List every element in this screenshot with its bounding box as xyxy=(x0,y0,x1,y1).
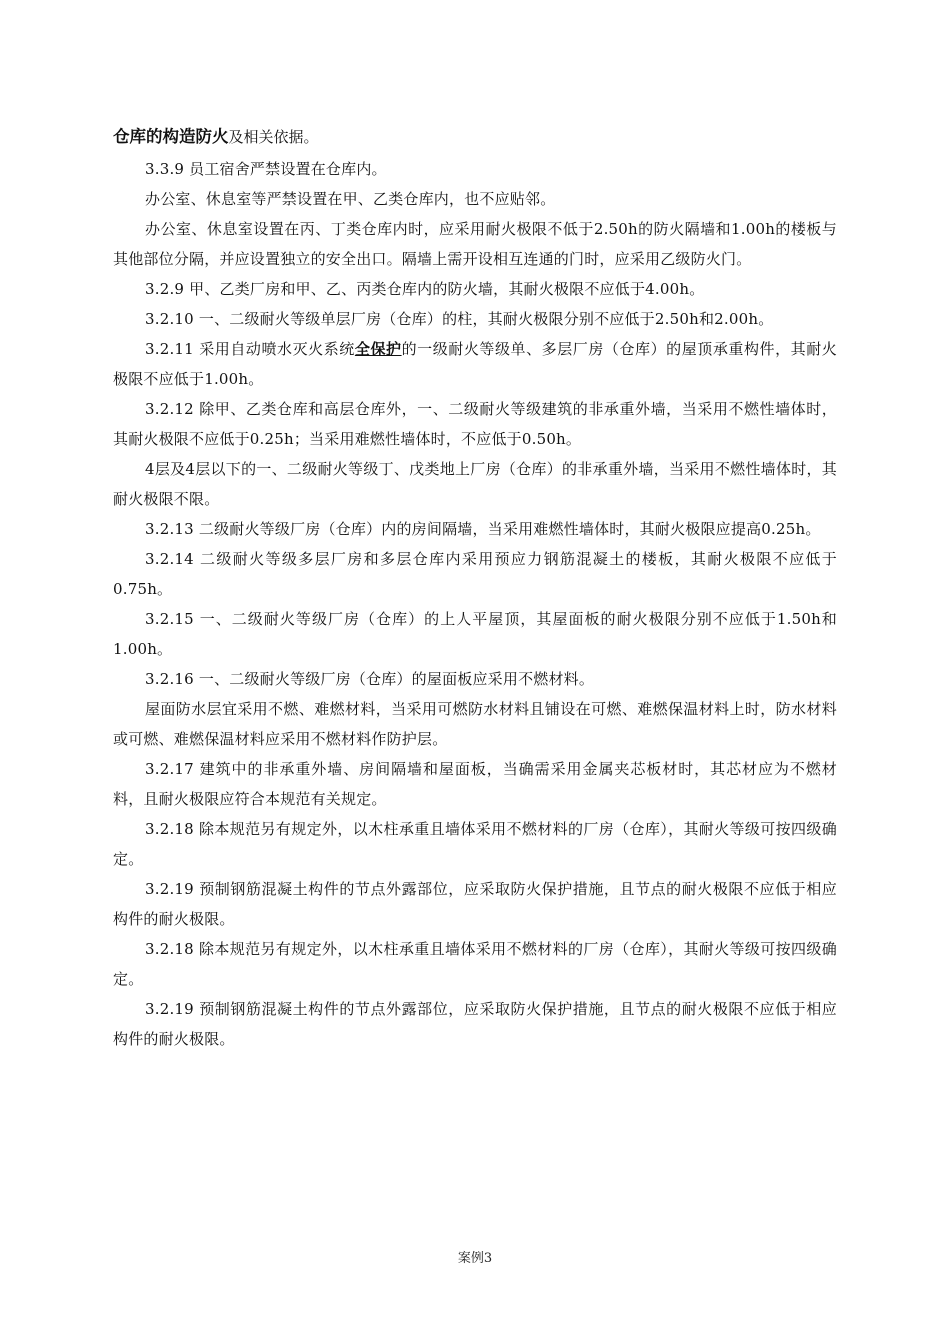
document-body xyxy=(113,124,837,1054)
paragraph: 3.2.17 建筑中的非承重外墙、房间隔墙和屋面板，当确需采用金属夹芯板材时，其芯材应为不燃材料，且耐火极限应符合本规范有关规定。 xyxy=(113,760,837,808)
paragraph: 3.2.9 甲、乙类厂房和甲、乙、丙类仓库内的防火墙，其耐火极限不应低于4.00h。 xyxy=(145,280,705,298)
paragraph: 3.2.14 二级耐火等级多层厂房和多层仓库内采用预应力钢筋混凝土的楼板，其耐火极限不应低于0.75h。 xyxy=(113,550,837,598)
paragraph: 屋面防水层宜采用不燃、难燃材料，当采用可燃防水材料且铺设在可燃、难燃保温材料上时，防水材料或可燃、难燃保温材料应采用不燃材料作防护层。 xyxy=(113,700,837,748)
emphasized-text: 全保护 xyxy=(354,340,402,358)
paragraph: 3.3.9 员工宿舍严禁设置在仓库内。 xyxy=(145,160,387,178)
paragraph: 3.2.12 除甲、乙类仓库和高层仓库外，一、二级耐火等级建筑的非承重外墙，当采用不燃性墙体时，其耐火极限不应低于0.25h；当采用难燃性墙体时，不应低于0.50h。 xyxy=(113,400,837,448)
section-heading xyxy=(113,124,837,150)
paragraph-text-after: 的一级耐火等级单、多层厂房（仓库）的屋顶承重构件，其耐火极限不应低于1.00h。 xyxy=(113,340,837,388)
paragraph: 3.2.16 一、二级耐火等级厂房（仓库）的屋面板应采用不燃材料。 xyxy=(145,670,595,688)
paragraph: 办公室、休息室等严禁设置在甲、乙类仓库内，也不应贴邻。 xyxy=(145,190,556,208)
paragraph-text-before: 3.2.11 采用自动喷水灭火系统 xyxy=(145,340,355,358)
paragraph: 3.2.15 一、二级耐火等级厂房（仓库）的上人平屋顶，其屋面板的耐火极限分别不应低于1.50h和1.00h。 xyxy=(113,610,837,658)
page-footer: 案例3 xyxy=(457,1251,493,1266)
paragraph: 3.2.19 预制钢筋混凝土构件的节点外露部位，应采取防火保护措施，且节点的耐火极限不应低于相应构件的耐火极限。 xyxy=(113,1000,837,1048)
paragraph: 3.2.18 除本规范另有规定外，以木柱承重且墙体采用不燃材料的厂房（仓库），其耐火等级可按四级确定。 xyxy=(113,940,837,988)
paragraph: 3.2.13 二级耐火等级厂房（仓库）内的房间隔墙，当采用难燃性墙体时，其耐火极限应提高0.25h。 xyxy=(145,520,821,538)
heading-bold-text: 仓库的构造防火 xyxy=(113,127,229,146)
paragraph: 3.2.19 预制钢筋混凝土构件的节点外露部位，应采取防火保护措施，且节点的耐火极限不应低于相应构件的耐火极限。 xyxy=(113,880,837,928)
paragraph: 3.2.10 一、二级耐火等级单层厂房（仓库）的柱，其耐火极限分别不应低于2.50h和2.00h。 xyxy=(145,310,774,328)
heading-normal-text: 及相关依据。 xyxy=(228,128,319,146)
paragraph: 4层及4层以下的一、二级耐火等级丁、戊类地上厂房（仓库）的非承重外墙，当采用不燃性墙体时，其耐火极限不限。 xyxy=(113,460,837,508)
paragraph xyxy=(113,334,837,394)
paragraph: 办公室、休息室设置在丙、丁类仓库内时，应采用耐火极限不低于2.50h的防火隔墙和1.00h的楼板与其他部位分隔，并应设置独立的安全出口。隔墙上需开设相互连通的门时，应采用乙级防火门。 xyxy=(113,220,837,268)
paragraph: 3.2.18 除本规范另有规定外，以木柱承重且墙体采用不燃材料的厂房（仓库），其耐火等级可按四级确定。 xyxy=(113,820,837,868)
